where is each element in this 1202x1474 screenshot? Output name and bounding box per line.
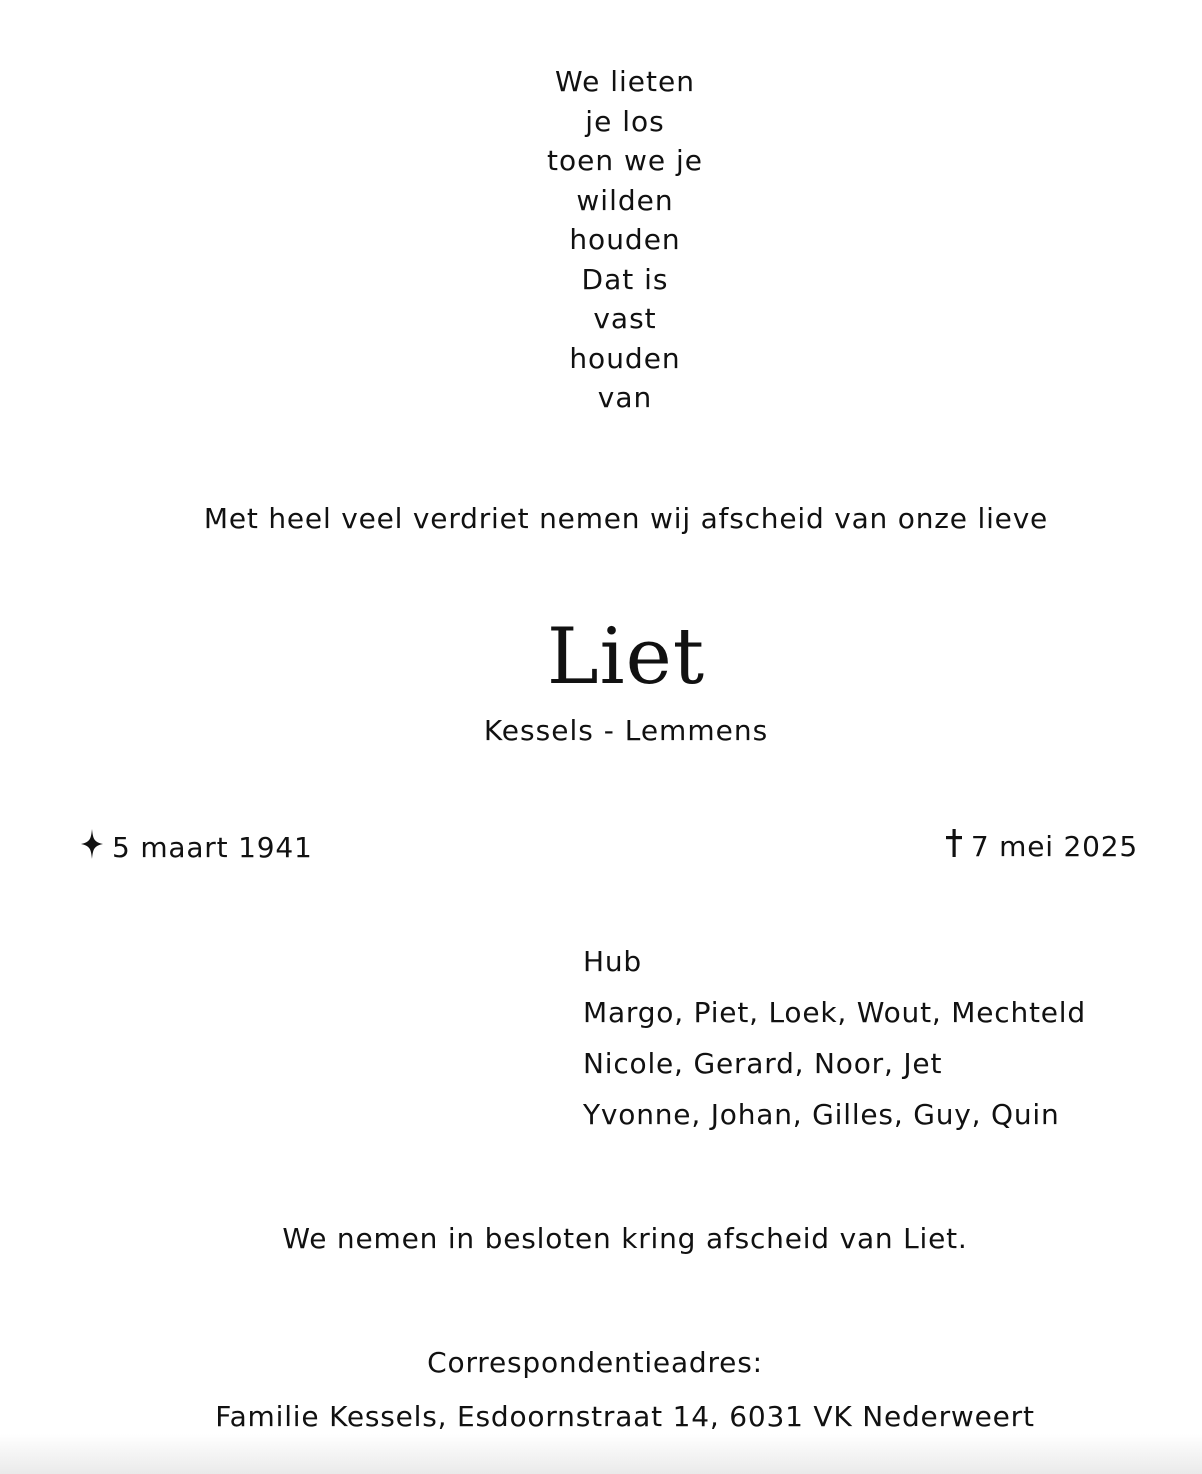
poem-line: houden [569, 223, 681, 256]
correspondence-label: Correspondentieadres: [427, 1346, 763, 1379]
family-line: Yvonne, Johan, Gilles, Guy, Quin [583, 1098, 1060, 1131]
correspondence-address: Familie Kessels, Esdoornstraat 14, 6031 VK Nederweert [215, 1400, 1035, 1433]
poem-line: van [597, 381, 653, 414]
deceased-first-name: Liet [546, 612, 706, 702]
poem-line: wilden [576, 183, 674, 217]
poem-line: vast [593, 302, 657, 335]
cross-icon [945, 828, 963, 865]
family-line: Hub [583, 945, 642, 978]
poem-line: We lieten [555, 65, 695, 98]
poem-line: Dat is [581, 262, 669, 296]
closing-text: We nemen in besloten kring afscheid van Liet. [282, 1222, 968, 1255]
deceased-surname: Kessels - Lemmens [483, 714, 769, 747]
death-date [945, 828, 1138, 865]
death-date-text: 7 mei 2025 [970, 830, 1138, 863]
family-list [583, 936, 1086, 1140]
intro-text: Met heel veel verdriet nemen wij afscheid van onze lieve [203, 502, 1049, 535]
bottom-shade [0, 1434, 1202, 1474]
family-line: Nicole, Gerard, Noor, Jet [583, 1047, 943, 1080]
birth-date [80, 828, 313, 867]
poem-line: toen we je [546, 144, 703, 177]
poem [0, 62, 1202, 418]
star-icon [80, 828, 104, 867]
poem-line: je los [585, 104, 665, 138]
poem-line: houden [569, 341, 681, 375]
family-line: Margo, Piet, Loek, Wout, Mechteld [583, 996, 1086, 1029]
birth-date-text: 5 maart 1941 [112, 831, 313, 864]
